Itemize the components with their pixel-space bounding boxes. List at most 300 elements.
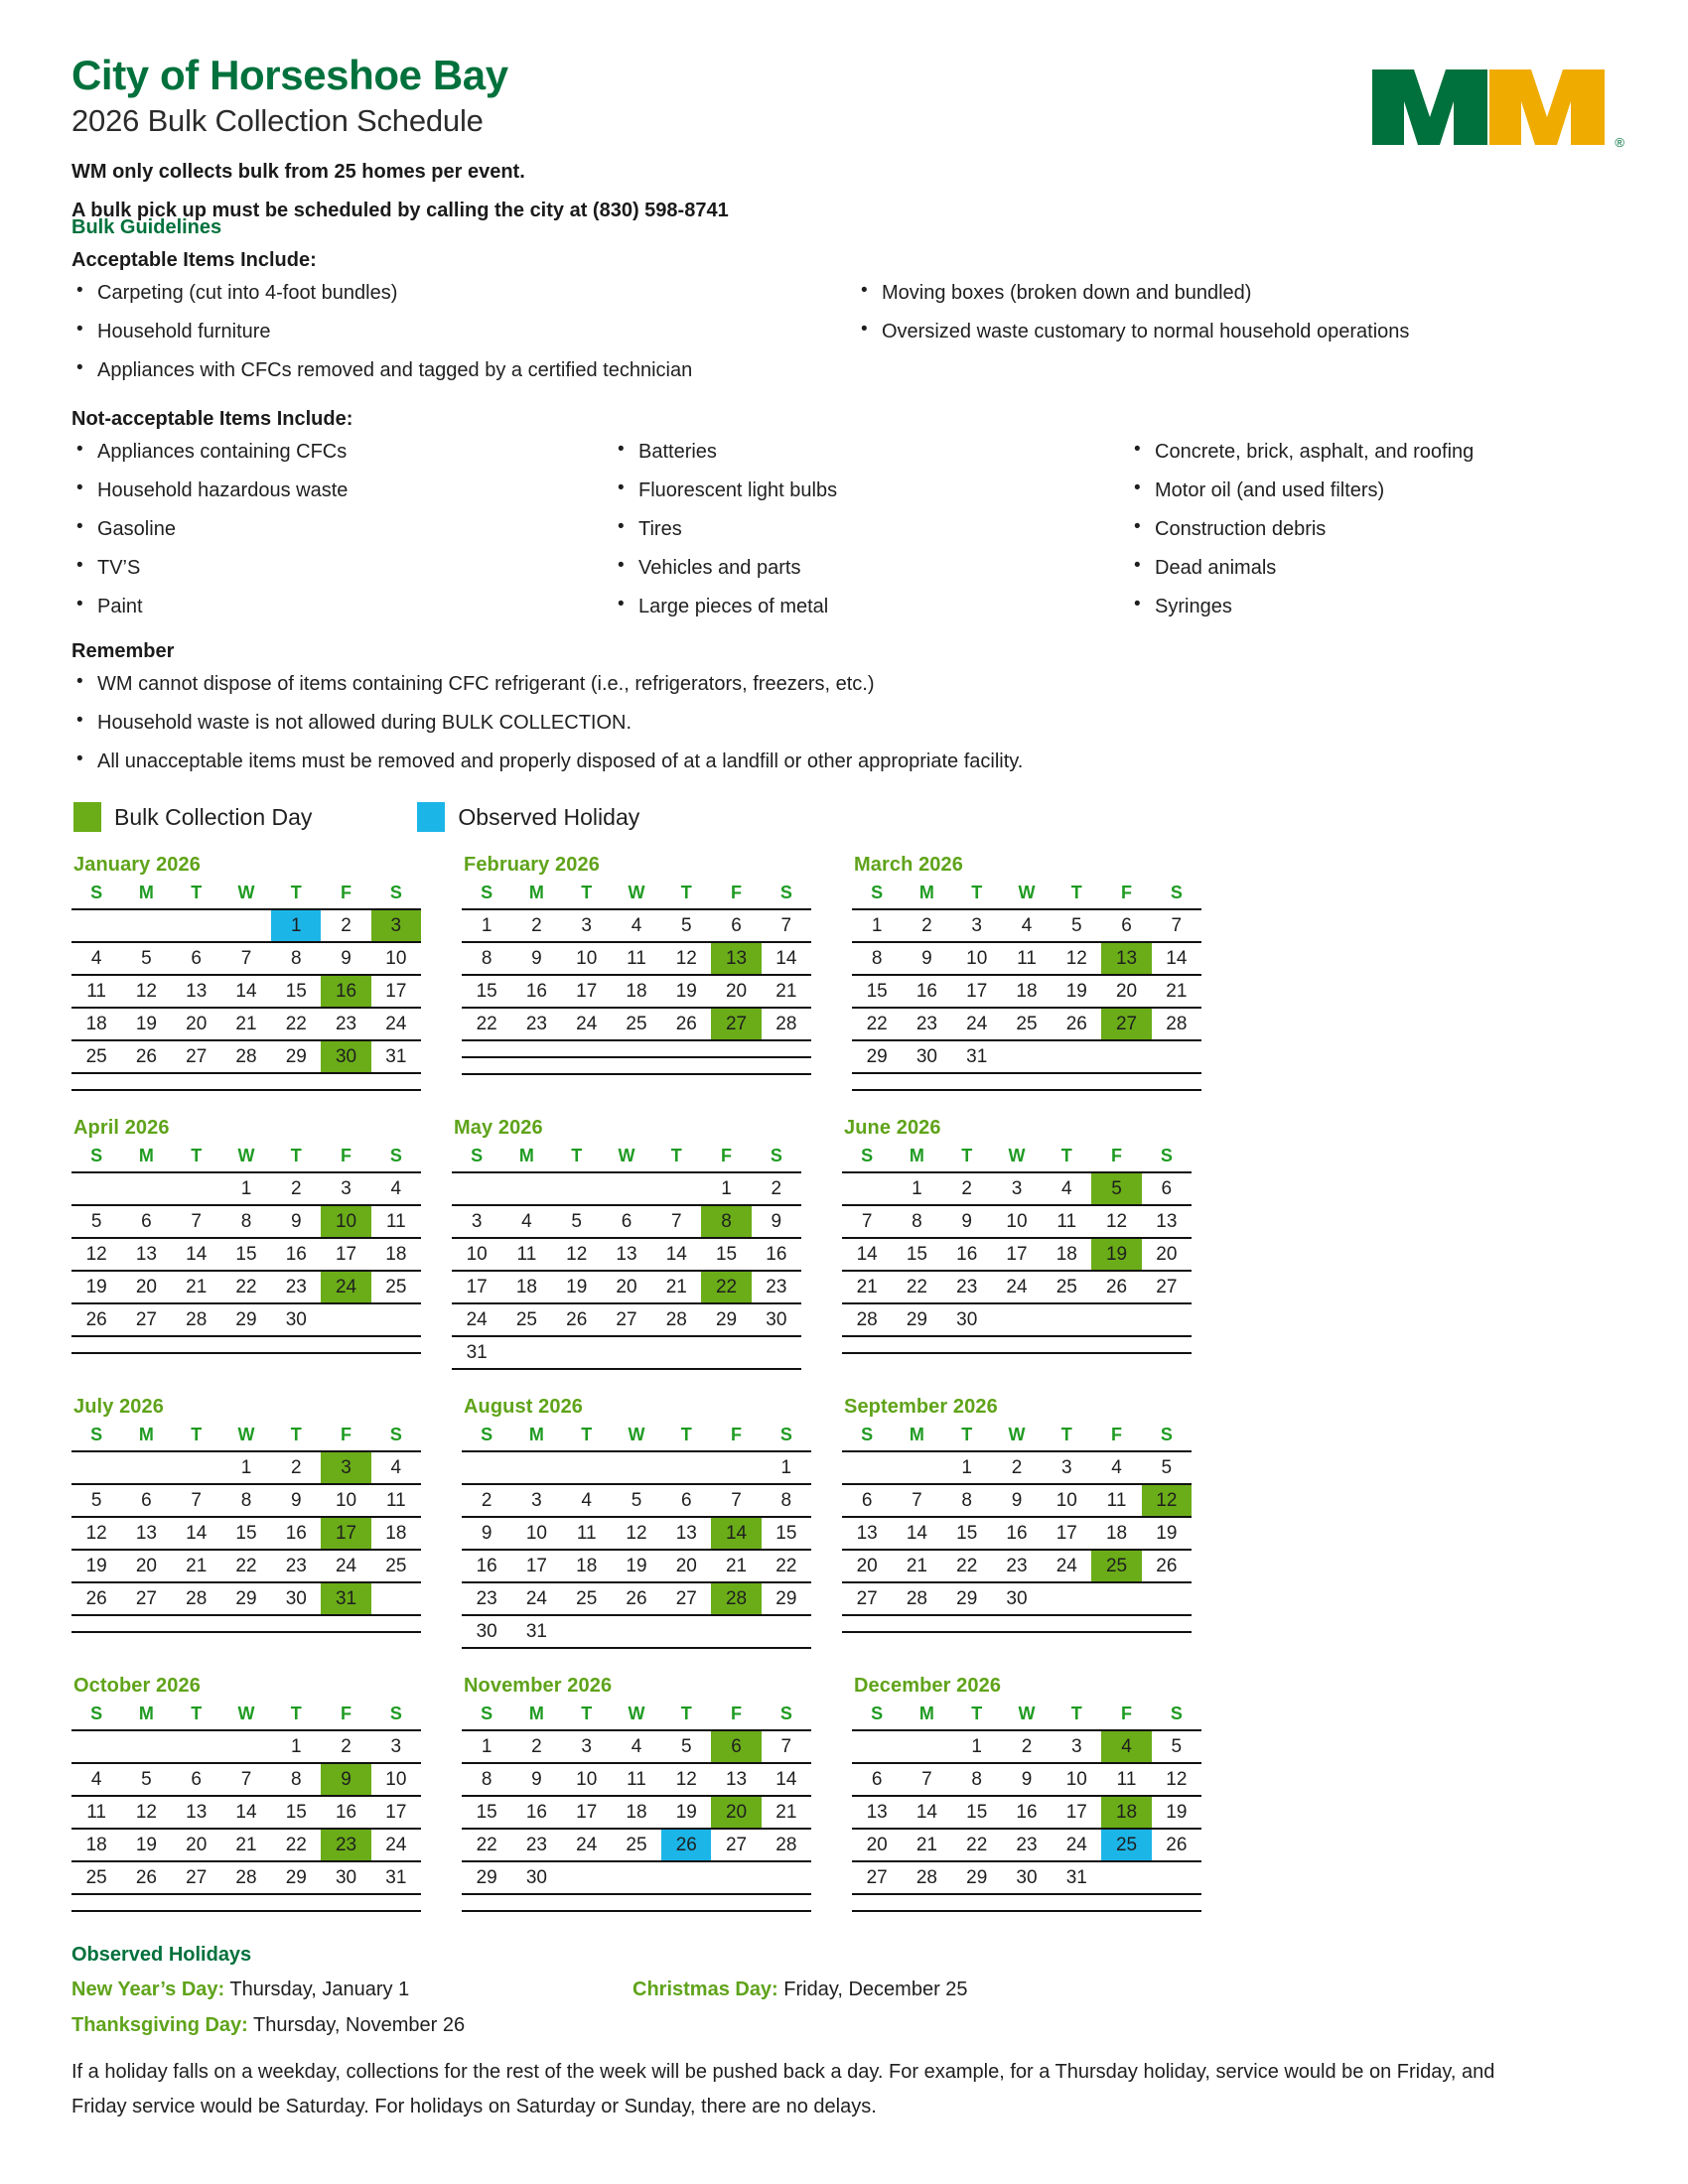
day-cell: 21	[172, 1271, 221, 1303]
day-cell: 26	[1091, 1271, 1141, 1303]
month-title: April 2026	[73, 1117, 170, 1139]
list-item: • Fluorescent light bulbs	[613, 478, 1129, 503]
day-cell: 29	[271, 1040, 321, 1073]
day-cell: 27	[121, 1303, 171, 1336]
day-cell: 18	[562, 1550, 612, 1582]
day-cell: 24	[321, 1550, 370, 1582]
day-cell-empty	[172, 1336, 221, 1353]
day-cell: 18	[371, 1238, 421, 1271]
week-row	[462, 975, 811, 1008]
day-cell: 13	[602, 1238, 651, 1271]
day-cell-bulk: 28	[711, 1582, 761, 1615]
day-cell: 26	[121, 1040, 171, 1073]
week-row	[71, 1451, 421, 1484]
weekday-header: W	[628, 1704, 645, 1723]
day-cell: 4	[371, 1451, 421, 1484]
week-row	[452, 1172, 801, 1205]
day-cell-empty	[1091, 1615, 1141, 1632]
day-cell-empty	[511, 1894, 561, 1911]
day-cell: 7	[172, 1205, 221, 1238]
day-cell-empty	[952, 1894, 1002, 1911]
day-cell: 13	[852, 1796, 902, 1829]
not-acceptable-col-1	[71, 439, 613, 619]
day-cell: 26	[71, 1303, 121, 1336]
day-cell: 6	[121, 1205, 171, 1238]
day-cell: 9	[271, 1205, 321, 1238]
day-cell: 7	[892, 1484, 941, 1517]
weekday-header: T	[191, 883, 203, 902]
day-cell: 21	[762, 1796, 811, 1829]
month-table	[71, 1144, 421, 1354]
day-cell: 5	[661, 1730, 711, 1763]
day-cell: 15	[462, 1796, 511, 1829]
week-row	[71, 1271, 421, 1303]
day-cell: 15	[952, 1796, 1002, 1829]
day-cell: 6	[172, 942, 221, 975]
rule-cell	[271, 1911, 321, 1912]
day-cell: 10	[952, 942, 1002, 975]
day-cell: 11	[71, 1796, 121, 1829]
day-cell-empty	[172, 909, 221, 942]
rule-cell	[321, 1632, 370, 1633]
bulk-color-swatch	[73, 802, 101, 832]
weekday-header: F	[341, 1704, 352, 1723]
week-row	[71, 1040, 421, 1073]
day-cell-empty	[651, 1172, 701, 1205]
weekday-header: W	[1008, 1146, 1026, 1165]
week-row	[842, 1550, 1192, 1582]
rule-cell	[121, 1632, 171, 1633]
day-cell-empty	[902, 1894, 951, 1911]
bulk-guidelines-section	[71, 216, 1618, 774]
day-cell: 25	[71, 1040, 121, 1073]
day-cell-empty	[221, 1894, 271, 1911]
day-cell: 10	[511, 1517, 561, 1550]
rule-cell	[701, 1369, 751, 1370]
acceptable-items-columns	[71, 280, 1618, 396]
list-item: • Household hazardous waste	[71, 478, 613, 503]
weekday-header: S	[779, 1704, 792, 1723]
day-cell-empty	[71, 1615, 121, 1632]
rule-cell	[1091, 1353, 1141, 1354]
weekday-header: S	[770, 1146, 782, 1165]
weekday-header: F	[1111, 1146, 1123, 1165]
day-cell-bulk: 24	[321, 1271, 370, 1303]
day-cell: 22	[762, 1550, 811, 1582]
day-cell-empty	[852, 1730, 902, 1763]
day-cell-empty	[172, 1172, 221, 1205]
rule-cell	[271, 1090, 321, 1091]
day-cell: 5	[71, 1484, 121, 1517]
rule-cell	[462, 1911, 511, 1912]
weekday-header: T	[971, 1704, 983, 1723]
week-row	[852, 1861, 1201, 1894]
day-cell-empty	[562, 1451, 612, 1484]
day-cell: 23	[752, 1271, 801, 1303]
day-cell: 13	[661, 1517, 711, 1550]
day-cell: 3	[452, 1205, 501, 1238]
day-cell: 26	[552, 1303, 602, 1336]
day-cell: 20	[1142, 1238, 1192, 1271]
day-cell-empty	[371, 1303, 421, 1336]
day-cell: 5	[71, 1205, 121, 1238]
day-cell: 18	[71, 1829, 121, 1861]
weekday-header: M	[909, 1425, 924, 1444]
week-row-empty	[842, 1336, 1192, 1353]
day-cell: 12	[612, 1517, 661, 1550]
weekday-header: W	[1018, 883, 1036, 902]
day-cell: 14	[842, 1238, 892, 1271]
day-cell-empty	[1091, 1336, 1141, 1353]
day-cell-empty	[562, 1861, 612, 1894]
day-cell: 8	[892, 1205, 941, 1238]
day-cell: 26	[661, 1008, 711, 1040]
day-cell-empty	[612, 1040, 661, 1057]
day-cell: 27	[172, 1040, 221, 1073]
day-cell: 22	[952, 1829, 1002, 1861]
day-cell: 3	[562, 909, 612, 942]
lede-line-1: WM only collects bulk from 25 homes per event.	[71, 161, 525, 184]
day-cell: 15	[271, 975, 321, 1008]
day-cell: 17	[371, 1796, 421, 1829]
weekday-header: S	[871, 883, 884, 902]
month-table	[842, 1144, 1192, 1354]
week-row	[71, 1484, 421, 1517]
day-cell: 30	[992, 1582, 1042, 1615]
day-cell-bulk: 19	[1091, 1238, 1141, 1271]
day-cell-empty	[711, 1615, 761, 1648]
rule-cell	[221, 1632, 271, 1633]
weekday-header: S	[779, 883, 792, 902]
day-cell: 12	[71, 1517, 121, 1550]
day-cell: 4	[562, 1484, 612, 1517]
day-cell: 26	[1152, 1829, 1201, 1861]
weekday-header: S	[471, 1146, 484, 1165]
week-row-empty	[71, 1073, 421, 1090]
day-cell: 8	[462, 1763, 511, 1796]
rule-cell	[452, 1369, 501, 1370]
calendar-bottom-rule	[71, 1353, 421, 1354]
day-cell: 19	[1052, 975, 1101, 1008]
day-cell-empty	[842, 1336, 892, 1353]
week-row	[852, 1763, 1201, 1796]
day-cell: 18	[612, 1796, 661, 1829]
month-calendar	[71, 1396, 452, 1649]
day-cell: 25	[371, 1550, 421, 1582]
day-cell: 14	[172, 1517, 221, 1550]
rule-cell	[892, 1353, 941, 1354]
day-cell: 4	[1091, 1451, 1141, 1484]
day-cell-bulk: 16	[321, 975, 370, 1008]
weekday-header: S	[389, 1425, 402, 1444]
day-cell: 30	[271, 1303, 321, 1336]
day-cell-empty	[71, 1172, 121, 1205]
day-cell: 8	[852, 942, 902, 975]
day-cell: 8	[762, 1484, 811, 1517]
day-cell: 9	[992, 1484, 1042, 1517]
day-cell: 9	[942, 1205, 992, 1238]
day-cell: 1	[221, 1172, 271, 1205]
day-cell-empty	[221, 1336, 271, 1353]
day-cell-empty	[952, 1073, 1002, 1090]
day-cell-empty	[121, 1336, 171, 1353]
week-row	[71, 1172, 421, 1205]
day-cell-empty	[1101, 1861, 1151, 1894]
rule-cell	[1101, 1911, 1151, 1912]
weekday-header: F	[731, 1425, 743, 1444]
day-cell-empty	[121, 1615, 171, 1632]
day-cell-empty	[661, 1861, 711, 1894]
rule-cell	[852, 1090, 902, 1091]
rule-cell	[1152, 1911, 1201, 1912]
rule-cell	[271, 1632, 321, 1633]
rule-cell	[221, 1090, 271, 1091]
week-row-empty	[842, 1615, 1192, 1632]
day-cell-empty	[762, 1057, 811, 1074]
day-cell-empty	[121, 1451, 171, 1484]
list-item: • Concrete, brick, asphalt, and roofing	[1129, 439, 1618, 465]
day-cell-empty	[271, 1336, 321, 1353]
list-item: • All unacceptable items must be removed and properly disposed of at a landfill or other appropriate facility.	[71, 749, 1618, 774]
day-cell: 24	[371, 1008, 421, 1040]
day-cell: 13	[1142, 1205, 1192, 1238]
day-cell: 22	[852, 1008, 902, 1040]
rule-cell	[952, 1911, 1002, 1912]
day-cell-empty	[221, 909, 271, 942]
day-cell: 29	[762, 1582, 811, 1615]
list-item: • WM cannot dispose of items containing CFC refrigerant (i.e., refrigerators, freezers, etc.)	[71, 671, 1618, 697]
week-row	[842, 1484, 1192, 1517]
weekday-header: T	[571, 1146, 583, 1165]
day-cell: 27	[602, 1303, 651, 1336]
day-cell-empty	[462, 1057, 511, 1074]
weekday-header: T	[581, 1704, 593, 1723]
holiday-entry	[71, 2014, 633, 2037]
holiday-entry-empty	[633, 2014, 1618, 2037]
day-cell: 2	[462, 1484, 511, 1517]
day-cell: 28	[172, 1582, 221, 1615]
day-cell: 3	[992, 1172, 1042, 1205]
day-cell: 19	[661, 975, 711, 1008]
week-row	[852, 975, 1201, 1008]
day-cell: 15	[762, 1517, 811, 1550]
day-cell-empty	[271, 1615, 321, 1632]
calendar-bottom-rule	[462, 1074, 811, 1075]
calendar-bottom-rule	[852, 1911, 1201, 1912]
day-cell: 8	[942, 1484, 992, 1517]
day-cell-empty	[612, 1057, 661, 1074]
day-cell-bulk: 18	[1101, 1796, 1151, 1829]
week-row	[71, 1861, 421, 1894]
month-table	[71, 1423, 421, 1633]
rule-cell	[1101, 1090, 1151, 1091]
list-item: • Motor oil (and used filters)	[1129, 478, 1618, 503]
month-title: June 2026	[844, 1117, 941, 1139]
weekday-header: M	[909, 1146, 924, 1165]
weekday-header: S	[389, 1146, 402, 1165]
month-title: October 2026	[73, 1675, 201, 1697]
day-cell: 2	[752, 1172, 801, 1205]
day-cell-empty	[942, 1336, 992, 1353]
rule-cell	[942, 1353, 992, 1354]
weekday-header: T	[971, 883, 983, 902]
day-cell: 6	[711, 909, 761, 942]
list-item: • Dead animals	[1129, 555, 1618, 581]
day-cell: 3	[952, 909, 1002, 942]
day-cell: 1	[952, 1730, 1002, 1763]
rule-cell	[852, 1911, 902, 1912]
rule-cell	[762, 1911, 811, 1912]
weekday-header: T	[581, 1425, 593, 1444]
weekday-header: S	[90, 1425, 103, 1444]
weekday-header: M	[138, 1704, 154, 1723]
day-cell: 7	[842, 1205, 892, 1238]
rule-cell	[1002, 1911, 1052, 1912]
weekday-header-row	[852, 881, 1201, 909]
day-cell-empty	[992, 1336, 1042, 1353]
day-cell-empty	[1101, 1894, 1151, 1911]
week-row	[462, 942, 811, 975]
day-cell: 14	[762, 942, 811, 975]
weekday-header: F	[341, 1425, 352, 1444]
day-cell: 27	[842, 1582, 892, 1615]
lede-text	[71, 157, 1618, 226]
day-cell: 21	[1152, 975, 1201, 1008]
month-title: July 2026	[73, 1396, 164, 1418]
day-cell: 29	[892, 1303, 941, 1336]
weekday-header: T	[680, 1704, 692, 1723]
weekday-header: M	[518, 1146, 534, 1165]
rule-cell	[71, 1353, 121, 1354]
rule-cell	[711, 1648, 761, 1649]
day-cell: 17	[371, 975, 421, 1008]
day-cell-empty	[1091, 1303, 1141, 1336]
weekday-header: S	[481, 883, 493, 902]
weekday-header: T	[1060, 1146, 1072, 1165]
weekday-header-row	[71, 1144, 421, 1172]
day-cell: 5	[661, 909, 711, 942]
month-calendar	[842, 1117, 1222, 1370]
weekday-header-row	[71, 1702, 421, 1730]
rule-cell	[371, 1632, 421, 1633]
weekday-header: S	[1160, 1425, 1173, 1444]
day-cell: 28	[1152, 1008, 1201, 1040]
day-cell: 4	[612, 1730, 661, 1763]
day-cell: 8	[952, 1763, 1002, 1796]
rule-cell	[762, 1648, 811, 1649]
calendar-bottom-rule	[71, 1090, 421, 1091]
day-cell-empty	[321, 1615, 370, 1632]
day-cell-empty	[1042, 1615, 1091, 1632]
week-row	[462, 1829, 811, 1861]
day-cell-empty	[1142, 1303, 1192, 1336]
day-cell: 17	[562, 1796, 612, 1829]
day-cell-bulk: 3	[321, 1451, 370, 1484]
rule-cell	[562, 1911, 612, 1912]
weekday-header: F	[341, 883, 352, 902]
day-cell-empty	[612, 1894, 661, 1911]
day-cell: 9	[902, 942, 951, 975]
weekday-header-row	[852, 1702, 1201, 1730]
day-cell: 14	[651, 1238, 701, 1271]
day-cell-empty	[612, 1615, 661, 1648]
day-cell-empty	[321, 1303, 370, 1336]
day-cell: 12	[71, 1238, 121, 1271]
day-cell-empty	[612, 1451, 661, 1484]
rule-cell	[221, 1353, 271, 1354]
day-cell: 27	[121, 1582, 171, 1615]
week-row-empty	[462, 1894, 811, 1911]
rule-cell	[71, 1911, 121, 1912]
day-cell: 3	[1052, 1730, 1101, 1763]
day-cell: 24	[1052, 1829, 1101, 1861]
day-cell: 2	[321, 909, 370, 942]
day-cell: 15	[221, 1517, 271, 1550]
day-cell: 23	[271, 1550, 321, 1582]
day-cell: 29	[221, 1582, 271, 1615]
day-cell: 31	[371, 1040, 421, 1073]
day-cell: 26	[71, 1582, 121, 1615]
day-cell: 23	[992, 1550, 1042, 1582]
day-cell-empty	[762, 1861, 811, 1894]
month-calendar	[71, 1117, 452, 1370]
day-cell-bulk: 14	[711, 1517, 761, 1550]
weekday-header: T	[191, 1704, 203, 1723]
day-cell: 29	[942, 1582, 992, 1615]
day-cell: 26	[1052, 1008, 1101, 1040]
day-cell: 17	[1052, 1796, 1101, 1829]
weekday-header: M	[138, 883, 154, 902]
month-calendar	[462, 1675, 842, 1912]
day-cell-empty	[892, 1451, 941, 1484]
day-cell: 8	[271, 1763, 321, 1796]
day-cell: 4	[71, 1763, 121, 1796]
day-cell: 27	[661, 1582, 711, 1615]
month-table	[71, 881, 421, 1091]
list-item: • Household furniture	[71, 319, 856, 344]
day-cell: 25	[612, 1829, 661, 1861]
day-cell: 29	[952, 1861, 1002, 1894]
week-row	[462, 1550, 811, 1582]
day-cell: 19	[71, 1550, 121, 1582]
day-cell: 15	[892, 1238, 941, 1271]
day-cell: 28	[902, 1861, 951, 1894]
day-cell: 1	[852, 909, 902, 942]
week-row	[462, 1796, 811, 1829]
day-cell: 2	[511, 909, 561, 942]
day-cell-empty	[1142, 1615, 1192, 1632]
not-acceptable-items-columns	[71, 439, 1618, 632]
weekday-header: T	[1070, 1704, 1082, 1723]
day-cell-bulk: 31	[321, 1582, 370, 1615]
day-cell-empty	[321, 1894, 370, 1911]
day-cell-empty	[1052, 1073, 1101, 1090]
week-row	[452, 1303, 801, 1336]
day-cell: 10	[562, 1763, 612, 1796]
day-cell: 11	[612, 1763, 661, 1796]
month-calendar	[462, 1396, 842, 1649]
day-cell-empty	[852, 1894, 902, 1911]
weekday-header: W	[237, 1704, 255, 1723]
week-row	[842, 1517, 1192, 1550]
day-cell-empty	[371, 1073, 421, 1090]
weekday-header: F	[1121, 1704, 1133, 1723]
day-cell: 14	[172, 1238, 221, 1271]
day-cell: 15	[852, 975, 902, 1008]
weekday-header: M	[528, 1704, 544, 1723]
day-cell: 13	[172, 1796, 221, 1829]
weekday-header: W	[628, 883, 645, 902]
